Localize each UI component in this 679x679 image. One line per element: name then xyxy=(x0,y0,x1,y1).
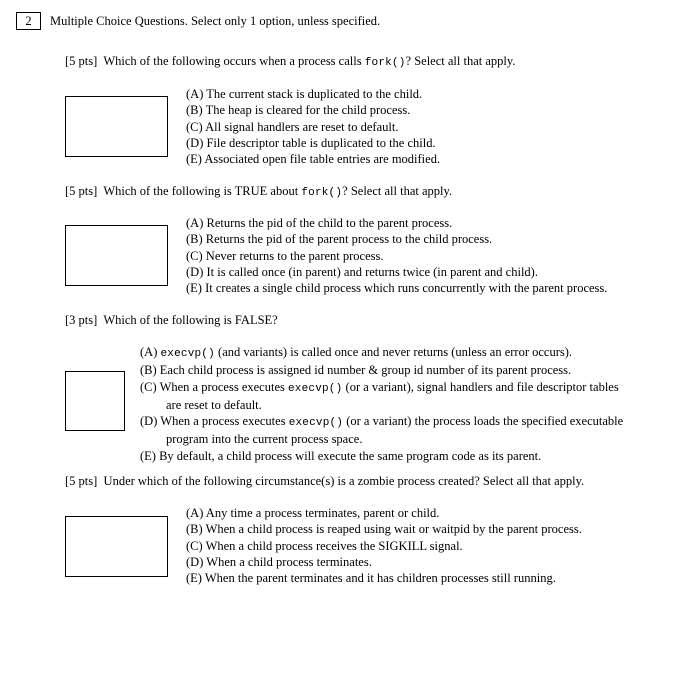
option-b: (B) Returns the pid of the parent process to the child process. xyxy=(186,232,493,247)
question-4-points: [5 pts] xyxy=(65,474,98,488)
option-d: (D) When a child process terminates. xyxy=(186,554,372,569)
question-3-answer-box[interactable] xyxy=(65,371,125,431)
question-3-points: [3 pts] xyxy=(65,313,98,327)
question-2-points: [5 pts] xyxy=(65,184,98,198)
question-2-text-after: ? Select all that apply. xyxy=(342,184,453,198)
option-b: (B) When a child process is reaped using wait or waitpid by the parent process. xyxy=(186,522,582,537)
option-c: (C) Never returns to the parent process. xyxy=(186,248,384,263)
option-a: (A) execvp() (and variants) is called once and never returns (unless an error occurs). xyxy=(140,345,573,360)
section-number: 2 xyxy=(16,12,41,30)
question-1-text-after: ? Select all that apply. xyxy=(405,54,516,68)
question-4-answer-box[interactable] xyxy=(65,516,168,577)
option-b: (B) Each child process is assigned id number & group id number of its parent process. xyxy=(140,363,572,378)
question-2-answer-box[interactable] xyxy=(65,225,168,286)
option-c: (C) All signal handlers are reset to default. xyxy=(186,119,399,134)
option-e: (E) When the parent terminates and it has children processes still running. xyxy=(186,571,556,586)
question-1-code: fork() xyxy=(364,57,406,69)
question-1-prompt xyxy=(65,53,515,71)
option-d: (D) File descriptor table is duplicated to the child. xyxy=(186,135,436,150)
option-b: (B) The heap is cleared for the child process. xyxy=(186,103,411,118)
option-d: (D) When a process executes execvp() (or a variant) the process loads the specified executable program into the current process space. xyxy=(140,414,624,447)
question-3-prompt xyxy=(65,312,278,328)
question-3-options xyxy=(140,344,623,464)
option-a: (A) Returns the pid of the child to the parent process. xyxy=(186,216,453,230)
question-1-options xyxy=(186,86,440,167)
question-2-text: Which of the following is TRUE about xyxy=(103,184,302,198)
option-c: (C) When a child process receives the SIGKILL signal. xyxy=(186,538,463,553)
question-3-text: Which of the following is FALSE? xyxy=(103,313,278,327)
question-1-answer-box[interactable] xyxy=(65,96,168,157)
question-1-text: Which of the following occurs when a process calls xyxy=(103,54,365,68)
question-1-points: [5 pts] xyxy=(65,54,98,68)
question-2-prompt xyxy=(65,183,452,201)
option-e: (E) It creates a single child process which runs concurrently with the parent process. xyxy=(186,281,608,296)
option-e: (E) By default, a child process will execute the same program code as its parent. xyxy=(140,448,542,463)
option-e: (E) Associated open file table entries are modified. xyxy=(186,152,441,167)
option-a: (A) Any time a process terminates, parent or child. xyxy=(186,506,440,520)
option-c: (C) When a process executes execvp() (or a variant), signal handlers and file descriptor tables are reset to default. xyxy=(140,379,619,412)
option-d: (D) It is called once (in parent) and returns twice (in parent and child). xyxy=(186,264,538,279)
question-4-prompt xyxy=(65,473,584,489)
question-4-text: Under which of the following circumstance(s) is a zombie process created? Select all that apply. xyxy=(103,474,585,488)
question-2-options xyxy=(186,215,607,296)
section-title: Multiple Choice Questions. Select only 1 option, unless specified. xyxy=(50,14,381,28)
option-a: (A) The current stack is duplicated to the child. xyxy=(186,87,423,101)
question-2-code: fork() xyxy=(301,187,343,199)
question-4-options xyxy=(186,505,582,586)
